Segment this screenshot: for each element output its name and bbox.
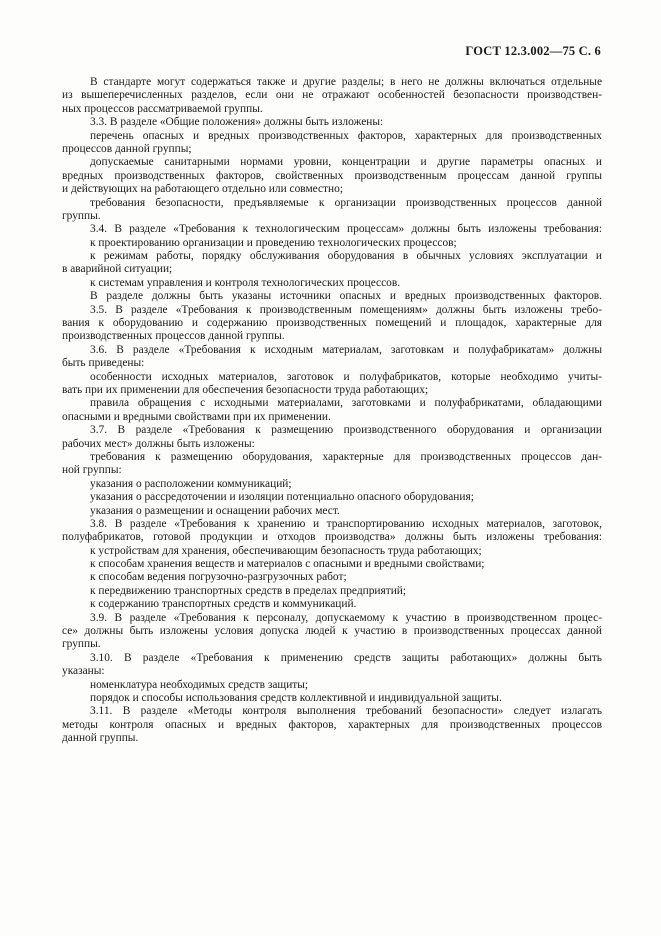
text-line: вания к оборудованию и содержанию производственных помещений и площадок, характерные для — [62, 317, 602, 330]
text-line: требования к размещению оборудования, характерные для производственных процессов дан- — [90, 450, 602, 463]
text-line: 3.11. В разделе «Методы контроля выполнения требований безопасности» следует излагать — [90, 705, 602, 718]
text-line: в аварийной ситуации; — [62, 263, 173, 276]
text-line: группы. — [62, 209, 101, 222]
text-line: к передвижению транспортных средств в пределах предприятий; — [90, 584, 407, 597]
text-line: указания о расположении коммуникаций; — [90, 477, 292, 490]
text-line: производственных процессов данной группы. — [62, 330, 285, 343]
text-line: правила обращения с исходными материалами, заготовками и полуфабрикатами, обладающими — [90, 397, 602, 410]
text-line: из вышеперечисленных разделов, если они не отражают особенностей безопасности производствен- — [62, 89, 602, 102]
text-line: В разделе должны быть указаны источники опасных и вредных производственных факторов. — [90, 290, 602, 303]
text-line: быть приведены: — [62, 357, 145, 370]
text-line: данной группы. — [62, 732, 139, 745]
text-line: к способам хранения веществ и материалов с опасными и вредными свойствами; — [90, 558, 485, 571]
text-line: полуфабрикатов, готовой продукции и отходов производства» должны быть изложены требования: — [62, 531, 602, 544]
text-line: к устройствам для хранения, обеспечивающим безопасность труда работающих; — [90, 544, 482, 557]
text-line: вредных производственных факторов, свойственных производственным процессам данной группы — [62, 169, 602, 182]
text-line: 3.8. В разделе «Требования к хранению и транспортированию исходных материалов, заготовок, — [90, 517, 602, 530]
text-line: 3.3. В разделе «Общие положения» должны быть изложены: — [90, 116, 384, 129]
text-line: 3.4. В разделе «Требования к технологическим процессам» должны быть изложены требования: — [90, 223, 602, 236]
text-line: порядок и способы использования средств коллективной и индивидуальной защиты. — [90, 691, 502, 704]
text-line: се» должны быть изложены условия допуска людей к участию в производственных процессах данной — [62, 625, 602, 638]
text-line: и действующих на работающего отдельно или совместно; — [62, 183, 343, 196]
text-line: 3.7. В разделе «Требования к размещению производственного оборудования и организации — [90, 424, 602, 437]
page-header: ГОСТ 12.3.002—75 С. 6 — [465, 44, 601, 58]
text-line: к режимам работы, порядку обслуживания оборудования в обычных условиях эксплуатации и — [90, 250, 602, 263]
document-body — [62, 76, 602, 746]
text-line: к способам ведения погрузочно-разгрузочных работ; — [90, 571, 347, 584]
text-line: номенклатура необходимых средств защиты; — [90, 678, 309, 691]
text-line: рабочих мест» должны быть изложены: — [62, 437, 255, 450]
text-line: ных процессов рассматриваемой группы. — [62, 102, 263, 115]
text-line: методы контроля опасных и вредных факторов, характерных для производственных процессов — [62, 718, 602, 731]
text-line: к проектированию организации и проведению технологических процессов; — [90, 236, 457, 249]
text-line: 3.5. В разделе «Требования к производственным помещениям» должны быть изложены требо- — [90, 303, 602, 316]
text-line: 3.6. В разделе «Требования к исходным материалам, заготовкам и полуфабрикатам» должны — [90, 343, 602, 356]
text-line: указания о размещении и оснащении рабочих мест. — [90, 504, 340, 517]
text-line: указания о рассредоточении и изоляции потенциально опасного оборудования; — [90, 491, 474, 504]
text-line: вать при их применении для обеспечения безопасности труда работающих; — [62, 383, 429, 396]
text-line: к содержанию транспортных средств и коммуникаций. — [90, 598, 357, 611]
text-line: ной группы: — [62, 464, 122, 477]
text-line: 3.9. В разделе «Требования к персоналу, допускаемому к участию в производственном процес- — [90, 611, 602, 624]
text-line: В стандарте могут содержаться также и другие разделы; в него не должны включаться отдельные — [90, 76, 602, 88]
text-line: опасными и вредными свойствами при их применении. — [62, 410, 331, 423]
text-line: особенности исходных материалов, заготовок и полуфабрикатов, которые необходимо учиты- — [90, 370, 602, 383]
text-line: 3.10. В разделе «Требования к применению средств защиты работающих» должны быть — [90, 651, 602, 664]
text-line: группы. — [62, 638, 101, 651]
text-line: перечень опасных и вредных производственных факторов, характерных для производственных — [90, 129, 602, 142]
text-line: процессов данной группы; — [62, 142, 192, 155]
text-line: к системам управления и контроля технологических процессов. — [90, 276, 401, 289]
text-line: допускаемые санитарными нормами уровни, концентрации и другие параметры опасных и — [90, 156, 602, 169]
text-line: требования безопасности, предъявляемые к организации производственных процессов данной — [90, 196, 602, 209]
text-line: указаны: — [62, 665, 105, 678]
